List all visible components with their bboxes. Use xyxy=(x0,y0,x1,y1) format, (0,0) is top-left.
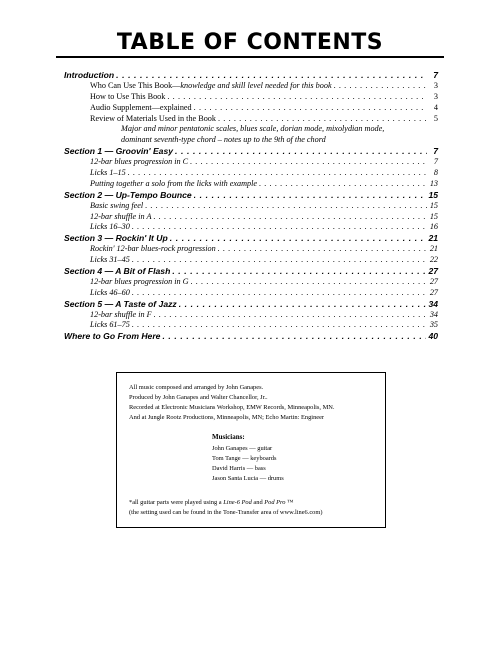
dot-leader xyxy=(153,212,427,223)
dot-leader xyxy=(154,310,427,321)
dot-leader xyxy=(179,299,427,310)
dot-leader xyxy=(190,157,427,168)
toc-label: Section 4 — A Bit of Flash xyxy=(64,266,171,277)
toc-label: Section 2 — Up-Tempo Bounce xyxy=(64,189,192,200)
credit-line: Produced by John Ganapes and Walter Chancellor, Jr.. xyxy=(129,394,268,401)
credit-line: Recorded at Electronic Musicians Workshop, EMW Records, Minneapolis, MN. xyxy=(129,404,335,411)
toc-entry-row[interactable] xyxy=(64,201,438,212)
toc-section-row[interactable] xyxy=(64,299,438,310)
musician-item: Jason Santa Lucia — drums xyxy=(212,475,284,482)
musician-item: John Ganapes — guitar xyxy=(212,445,273,452)
toc-page-number: 15 xyxy=(429,200,438,210)
gear-note-product: Line-6 Pod xyxy=(223,499,252,506)
toc-page-number: 27 xyxy=(428,266,438,277)
dot-leader xyxy=(132,255,427,266)
gear-note-2: (the setting used can be found in the Tone-Transfer area of www.line6.com) xyxy=(129,509,323,516)
toc-label: Licks 16–30 xyxy=(90,222,130,232)
toc-page-number: 4 xyxy=(433,102,438,112)
toc-label: 12-bar shuffle in A xyxy=(90,211,152,221)
toc-section-row[interactable] xyxy=(64,190,438,201)
gear-note-text: ™ xyxy=(285,499,294,506)
dot-leader xyxy=(218,244,427,255)
title-rule xyxy=(56,56,444,58)
toc-page-number: 34 xyxy=(429,309,438,319)
toc-page-number: 27 xyxy=(429,276,438,286)
dot-leader xyxy=(259,179,427,190)
dot-leader xyxy=(132,320,427,331)
toc-page-number: 5 xyxy=(433,113,438,123)
toc-page-number: 35 xyxy=(429,320,438,330)
toc-label: Introduction xyxy=(64,70,115,80)
toc-label: Licks 1–15 xyxy=(90,168,126,178)
toc-page-number: 7 xyxy=(433,70,438,80)
toc-label: 12-bar blues progression in G xyxy=(90,276,189,286)
credit-line: And at Jungle Rootz Productions, Minneapolis, MN; Echo Martin: Engineer xyxy=(129,414,325,421)
toc-label: 12-bar shuffle in F xyxy=(90,309,152,319)
toc-label: Audio Supplement—explained xyxy=(90,102,192,112)
toc-entry-row[interactable] xyxy=(64,222,438,233)
toc-page-number: 15 xyxy=(428,189,438,200)
toc-section-row[interactable] xyxy=(64,70,438,81)
toc-description-row xyxy=(64,124,438,135)
toc-section-row[interactable] xyxy=(64,266,438,277)
toc-label: Major and minor pentatonic scales, blues scale, dorian mode, mixolydian mode, xyxy=(121,124,385,134)
musician-item: Tom Tange — keyboards xyxy=(212,455,277,462)
musician-item: David Harris — bass xyxy=(212,465,266,472)
toc-page-number: 8 xyxy=(433,168,438,178)
toc-entry-row[interactable] xyxy=(64,114,438,125)
toc-label: Review of Materials Used in the Book xyxy=(90,113,216,123)
toc-page-number: 34 xyxy=(428,298,438,309)
toc-entry-row[interactable] xyxy=(64,92,438,103)
toc-entry-row[interactable] xyxy=(64,179,438,190)
dot-leader xyxy=(132,222,427,233)
dot-leader xyxy=(194,190,427,201)
dot-leader xyxy=(194,103,427,114)
toc-label: Licks 46–60 xyxy=(90,287,130,297)
toc-label: Rockin' 12-bar blues-rock progression xyxy=(90,244,216,254)
toc-page-number: 22 xyxy=(429,255,438,265)
toc-section-row[interactable] xyxy=(64,146,438,157)
toc-entry-row[interactable] xyxy=(64,288,438,299)
gear-note xyxy=(129,499,293,507)
musicians-heading: Musicians: xyxy=(212,433,245,441)
toc-entry-row[interactable] xyxy=(64,244,438,255)
toc-description-row xyxy=(64,135,438,146)
musicians-heading-text: Musicians xyxy=(212,433,243,441)
toc-entry-row[interactable] xyxy=(64,255,438,266)
toc-page-number: 7 xyxy=(433,157,438,167)
toc-label: How to Use This Book xyxy=(90,91,166,101)
toc-label: Licks 31–45 xyxy=(90,255,130,265)
dot-leader xyxy=(145,201,427,212)
credits-box xyxy=(116,372,386,528)
gear-note-product: Pod Pro xyxy=(264,499,286,506)
toc-entry-row[interactable] xyxy=(64,168,438,179)
credit-line: All music composed and arranged by John Ganapes. xyxy=(129,384,264,391)
dot-leader xyxy=(334,81,427,92)
gear-note-text: and xyxy=(251,499,265,506)
toc-page-number: 21 xyxy=(428,233,438,244)
toc-label: Basic swing feel xyxy=(90,200,144,210)
toc-label: Section 5 — A Taste of Jazz xyxy=(64,298,177,309)
toc-entry-row[interactable] xyxy=(64,81,438,92)
dot-leader xyxy=(128,168,427,179)
toc-label: Licks 61–75 xyxy=(90,320,130,330)
gear-note-text: *all guitar parts were played using a xyxy=(129,499,224,506)
toc-label: Putting together a solo from the licks with example xyxy=(90,178,258,188)
toc-page-number: 7 xyxy=(433,146,438,157)
dot-leader xyxy=(175,146,427,157)
toc-entry-row[interactable] xyxy=(64,212,438,223)
toc-label: 12-bar blues progression in C xyxy=(90,157,189,167)
toc-label: Section 1 — Groovin' Easy xyxy=(64,146,174,157)
toc-section-row[interactable] xyxy=(64,331,438,342)
toc-page-number: 3 xyxy=(433,91,438,101)
toc-page-number: 16 xyxy=(429,222,438,232)
dot-leader xyxy=(172,266,426,277)
page-title: TABLE OF CONTENTS xyxy=(116,30,384,55)
dot-leader xyxy=(162,331,426,342)
toc-label-part: knowledge and skill level needed for this book xyxy=(180,80,332,90)
dot-leader xyxy=(132,288,427,299)
dot-leader xyxy=(116,70,427,81)
toc-entry-row[interactable] xyxy=(64,310,438,321)
toc-entry-row[interactable] xyxy=(64,320,438,331)
toc-label-part: Who Can Use This Book— xyxy=(90,80,181,90)
toc-page-number: 3 xyxy=(433,80,438,90)
dot-leader xyxy=(218,114,427,125)
toc-page-number: 21 xyxy=(429,244,438,254)
dot-leader xyxy=(170,233,427,244)
toc-entry-row[interactable] xyxy=(64,103,438,114)
toc-entry-row[interactable] xyxy=(64,277,438,288)
toc-section-row[interactable] xyxy=(64,233,438,244)
toc-label: Where to Go From Here xyxy=(64,331,161,342)
toc-label: Section 3 — Rockin' It Up xyxy=(64,233,168,244)
dot-leader xyxy=(191,277,427,288)
toc-page-number: 40 xyxy=(428,331,438,342)
toc-label xyxy=(90,81,332,92)
table-of-contents xyxy=(64,70,438,342)
toc-label: dominant seventh-type chord – notes up to the 9th of the chord xyxy=(121,135,326,145)
dot-leader xyxy=(167,92,427,103)
toc-entry-row[interactable] xyxy=(64,157,438,168)
toc-page-number: 13 xyxy=(429,178,438,188)
toc-page-number: 27 xyxy=(429,287,438,297)
toc-page-number: 15 xyxy=(429,211,438,221)
